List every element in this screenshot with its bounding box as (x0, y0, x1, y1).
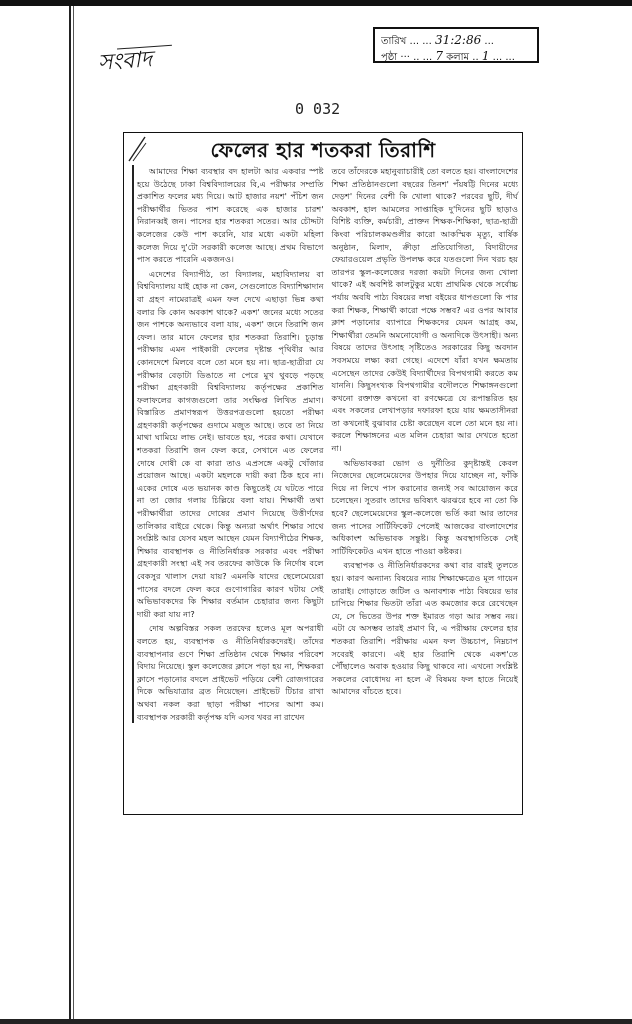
article-column-right (332, 165, 519, 723)
article-paragraph: তবে তাঁদেরকে মহানুব্যাচারীই তো বলতে হয়। বাংলাদেশের শিক্ষা প্রতিষ্ঠানগুলো বছরের তিনশ' পঁয়ষট্টি দিনের মধ্যে দেড়শ' দিনের বেশী কি খোলা থাকে? পরবের ছুটি, দীর্ঘ অবকাশ, হাল আমলের সাপ্তাহিক দু'দিনের ছুটি ছাড়াও বিশিষ্ট ব্যক্তি, কর্মচারী, প্রাক্তন শিক্ষক-শিক্ষিকা, ছাত্র-ছাত্রী কিংবা পরিচালকমণ্ডলীর কারো আকস্মিক মৃত্যু, বার্ষিক অনুষ্ঠান, মিলাদ, ক্রীড়া প্রতিযোগিতা, বিদায়ীদের ফেয়ারওয়েল প্রভৃতি উপলক্ষ করে যতগুলো দিন খরচ হয় তারপর স্কুল-কলেজের দরজা কয়টা দিনের জন্য খোলা থাকে? এই অবশিষ্ট কালটুকুর মধ্যে প্রাথমিক থেকে সর্বোচ্চ পর্যায় অবধি পাঠ্য বিষয়ের লম্বা বইয়ের ধাপগুলো কি পার করা শিক্ষক, শিক্ষার্থী কারো পক্ষে সম্ভব? এর ওপর আবার ক্লাশ পড়ানোর ব্যাপারে শিক্ষকদের যেমন আগ্রহ কম, শিক্ষার্থীরা তেমনি অমনোযোগী ও অন্যদিকে উৎসাহী। অন্য বিষয়ে তাদের উৎসাহ সৃষ্টিতেও সরকারের কিছু অবদান সবসময়ে লক্ষ্য করা গেছে। এদেশে যাঁরা যখন ক্ষমতায় এসেছেন তাদের কেউই বিদ্যার্থীদের বিপথগামী করতে কম যাননি। কিছুসংখ্যক বিপথগামীর বদৌলতে শিক্ষাঙ্গনগুলো কখনো রক্তাক্ত কখনো বা রণক্ষেত্রে যে রূপান্তরিত হয় এবং সকলের লেখাপড়ার দফারফা হয়ে যায় ক্ষমতাসীনরা তা কখনোই বুঝাবার চেষ্টা করেছেন বলে তো মনে হয় না। করলে শিক্ষাঙ্গনের এত মলিন চেহারা আর দেখতে হতো না। (331, 166, 518, 454)
stamp-dots: ... ... (492, 52, 515, 63)
archive-stamp (373, 27, 539, 63)
stamp-date-row (381, 33, 531, 49)
stamp-page-label: পৃষ্ঠা (381, 52, 398, 63)
stamp-dots: ··· .. ... (400, 52, 436, 63)
stamp-column-value: 1 (481, 49, 490, 63)
handwritten-publication-name: সংবাদ (97, 42, 154, 83)
stamp-column-label: কলাম (446, 52, 470, 63)
stamp-dots: .. (472, 52, 479, 63)
article-paragraph: অভিভাবকরা ভোগ ও দুর্নীতির কুদৃষ্টান্তই কেবল নিজেদের ছেলেমেয়েদের উপহার দিয়ে যাচ্ছেন না, ফাঁকি দিয়ে না লিখে পাস করানোর জন্যই সব আয়োজন করে চলেছেন। সুতরাং তাদের ভবিষ্যৎ ঝরঝরে হবে না তো কি হবে? ছেলেমেয়েদের স্কুল-কলেজে ভর্তি করা আর তাদের জন্য পাসের সার্টিফিকেট পেলেই আজকের বাংলাদেশের অধিকাংশ অভিভাবক সন্তুষ্ট। কিন্তু অবস্থাগতিকে সেই সার্টিফিকেটও এখন হাতে পাওয়া কষ্টকর। (331, 457, 518, 556)
stamp-dots: ... (484, 36, 494, 47)
binding-margin-line (69, 6, 71, 1019)
stamp-page-row (381, 49, 531, 65)
article-headline: ফেলের হার শতকরা তিরাশি (210, 138, 436, 162)
binding-margin-line-inner (73, 6, 74, 1019)
article-paragraph: এদেশের বিদ্যাপীঠ, তা বিদ্যালয়, মহাবিদ্যালয় বা বিশ্ববিদ্যালয় যাই হোক না কেন, সেগুলোতে বিদ্যাশিক্ষাদান বা গ্রহণ নামেরাত্রই এমন ফল দেখে এছাড়া ভিন্ন কথা বলার কি কোন অবকাশ থাকে? একশ' জনের মধ্যে সতের জন পাশকে অন্যভাবে বলা যায়, একশ' জনে তিরাশি জন ফেল। তার মানে ফেলের হার শতকরা তিরাশি। চূড়ান্ত পরীক্ষায় এমন পাইকারী ফেলের দৃষ্টান্ত পৃথিবীর আর কোনদেশে মিলবে বলে তো মনে হয় না। ছাত্র-ছাত্রীরা যে পরীক্ষার বেড়াটা ডিঙাতে না পেরে মুখ থুবড়ে পড়ছে পরীক্ষা গ্রহণকারী বিশ্ববিদ্যালয় কর্তৃপক্ষের প্রকাশিত ফলাফলের কাগজগুলো তার সংক্ষিপ্ত লিখিত প্রমাণ। বিস্তারিত প্রমাণস্বরূপ উত্তরপত্রগুলো হয়তো পরীক্ষা গ্রহণকারী কর্তৃপক্ষের গুদামে মজুত আছে। তবে তা নিয়ে মাথা ঘামিয়ে লাভ নেই। ভাবতে হয়, পরের কথা। যেখানে শতকরা তিরাশি জন ফেল করে, সেখানে এত ফেলের দোষে দোষী কে বা কারা তাও এপ্রসঙ্গে একটু খোঁজার প্রয়োজন আছে। একটা মহলকে দায়ী করা ঠিক হবে না। একের দোষে এত ভয়ানক কাণ্ড কিছুতেই যে ঘটতে পারে না তা জোর গলায় চিল্লিয়ে বলা যায়। শিক্ষার্থী তথা পরীক্ষার্থীরা তাদের দোষের প্রমাণ দিয়েছে উত্তীর্ণদের তালিকার বাইরে থেকে। কিন্তু অন্যরা অর্থাৎ শিক্ষার সাথে সংশ্লিষ্ট আর যেসব মহল আছেন যেমন বিদ্যাপীঠের শিক্ষক, শিক্ষার ব্যবস্থাপক ও নীতিনির্ধারক সরকার এবং পরীক্ষা গ্রহণকারী সংস্থা এই সব তরফের কাউকে কি নির্দোষ বলে বেকসুর খালাস দেয়া যায়? এমনকি যাদের ছেলেমেয়েরা পাসের বদলে ফেল করে গুণোগারির কারণ ঘটায় সেই অভিভাবকদের কি শিক্ষার বর্তমান চেহারার জন্য কিছুটা দায়ী করা যায় না? (137, 268, 324, 619)
article-paragraph: ব্যবস্থাপক ও নীতিনির্ধারকদের কথা বার বারই তুলতে হয়। কারণ অন্যান্য বিষয়ের ন্যায় শিক্ষাক্ষেত্রেও মূল গায়েন তারাই। গোড়াতে জটিল ও অনাবশ্যক পাঠ্য বিষয়ের ভার চাপিয়ে শিক্ষার ভিতটা তাঁরা এত কমজোর করে রেখেছেন যে, সে ভিতের উপর শক্ত ইমারত গড়া আর সম্ভব নয়। এটা যে অসম্ভব তারই প্রমাণ বি, এ পরীক্ষায় ফেলের হার শতকরা তিরাশি। পরীক্ষায় এমন ফল উচ্চচাপ, নিম্নচাপ সবেরই কারণে। এই হার তিরাশি থেকে একশ'তে পৌঁছালেও অবাক হওয়ার কিছু থাকবে না। এখনো সংশ্লিষ্ট সকলের বোধোদয় না হলে ঐ বিষময় ফল হাতে নিয়েই আমাদের বাঁচতে হবে। (331, 560, 518, 697)
reference-number: 0 032 (295, 100, 341, 118)
article-column-left (132, 165, 324, 723)
stamp-dots: ... ... (409, 36, 435, 47)
article-body (124, 165, 522, 723)
newspaper-clipping (123, 132, 523, 815)
article-paragraph: আমাদের শিক্ষা ব্যবস্থার বদ হালটা আর একবার স্পষ্ট হয়ে উঠেছে ঢাকা বিশ্ববিদ্যালয়ের বি,এ পরীক্ষার সম্প্রতি প্রকাশিত ফলের মধ্য দিয়ে। আট হাজার নয়শ' পঁচিশ জন পরীক্ষার্থীর ভিতর পাশ করেছে এক হাজার চারশ' নিরানব্বই জন। পাসের হার শতকরা সতের। আর চৌদ্দটা কলেজের কেউ পাশ করেনি, যার মধ্যে একটা মহিলা কলেজ দিয়ে দু'টো সরকারী কলেজ আছে। প্রথম বিভাগে পাস করতে পারেনি একজনও। (137, 166, 324, 265)
stamp-date-label: তারিখ (381, 36, 407, 47)
scan-bottom-edge (0, 1019, 632, 1024)
corner-slash-mark (127, 135, 147, 163)
article-paragraph: দোষ অল্পবিস্তর সকল তরফের হলেও মূল অপরাধী বলতে হয়, ব্যবস্থাপক ও নীতিনির্ধারকদেরই। তাঁদের ব্যবস্থাপনার গুণে শিক্ষা প্রতিষ্ঠান থেকে শিক্ষার পরিবেশ বিদায় নিয়েছে। স্কুল কলেজের ক্লাসে পড়া হয় না, শিক্ষকরা ক্লাসে পড়ানোর বদলে প্রাইভেট পড়িয়ে বেশী রোজগারের দিকে অভিযাত্রার ব্রত নিয়েছেন। প্রাইভেট টিচার রাখা অথবা নকল করা ছাড়া পরীক্ষা পাসের আশা কম। ব্যবস্থাপক সরকারী কর্তৃপক্ষ যদি এসব খবর না রাখেন (137, 623, 324, 722)
stamp-page-value: 7 (435, 49, 443, 63)
scan-top-edge (0, 0, 632, 6)
stamp-date-value: 31:2:86 (434, 33, 482, 47)
